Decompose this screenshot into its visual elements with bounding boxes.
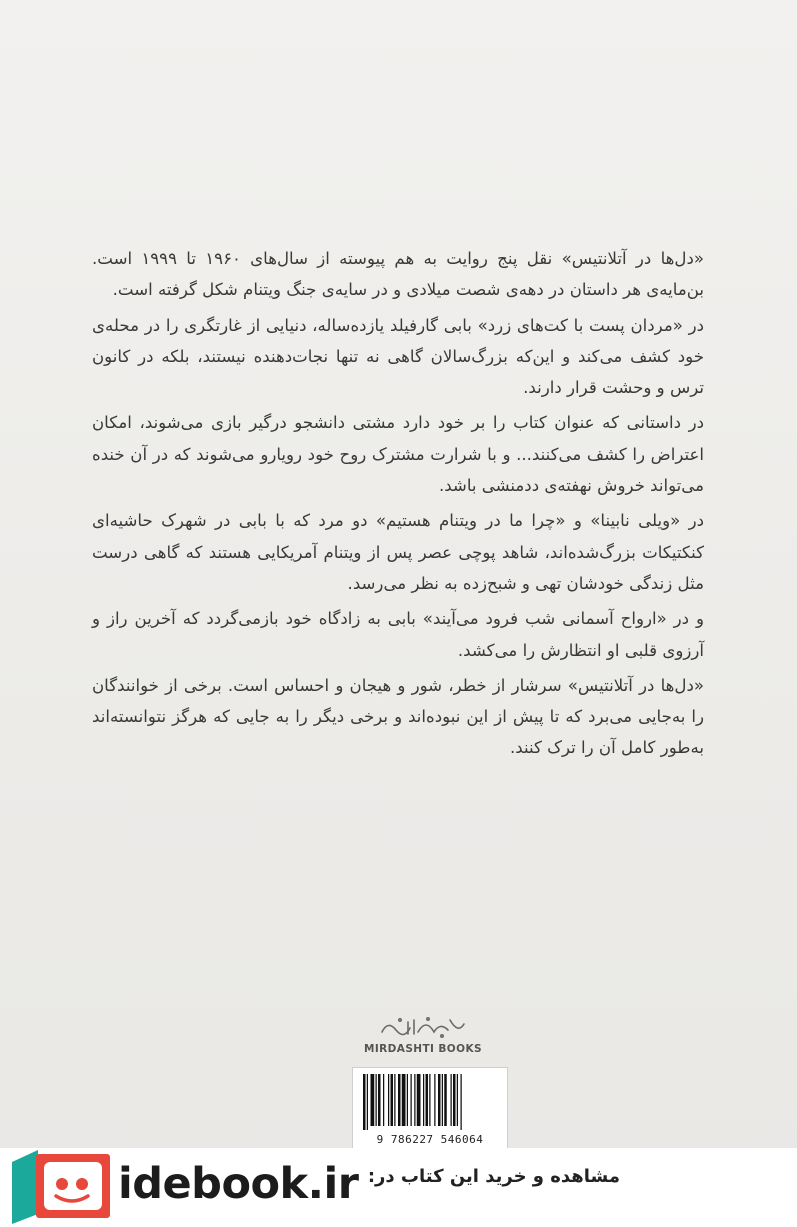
barcode-bar [457, 1074, 458, 1126]
blurb-paragraph: در «ویلی نابینا» و «چرا ما در ویتنام هستیم» دو مرد که با بابی در شهرک حاشیه‌ای کنکتیکات بزرگ‌شده‌اند، شاهد پوچی عصر پس از ویتنام آمریکایی هستند که گاهی درست مثل زندگی خودشان تهی و شبح‌زده به نظر می‌رسد. [92, 511, 704, 593]
barcode-bar [438, 1074, 441, 1126]
isbn-digits: 9 786227 546064 [376, 1133, 484, 1146]
book-icon [6, 1148, 116, 1227]
barcode-bar [426, 1074, 429, 1126]
barcode-bar [367, 1074, 368, 1130]
site-brand[interactable]: idebook.ir [118, 1159, 359, 1209]
barcode-bar [423, 1074, 424, 1126]
blurb-paragraph: در داستانی که عنوان کتاب را بر خود دارد مشتی دانشجو درگیر بازی می‌شوند، امکان اعتراض را کشف می‌کنند... و با شرارت مشترک روح خود رویارو می‌شوند که در آن خنده می‌تواند خروش نهفته‌ی ددمنشی باشد. [92, 413, 704, 496]
barcode-bar [444, 1074, 447, 1126]
blurb-paragraph: در «مردان پست با کت‌های زرد» بابی گارفیلد یازده‌ساله، دنیایی از غارتگری را در محله‌ی خود کشف می‌کند و این‌که بزرگ‌سالان گاهی نه تنها نجات‌دهنده نیستند، بلکه در کانون ترس و وحشت قرار دارند. [92, 315, 704, 398]
blurb-paragraph: «دل‌ها در آتلانتیس» سرشار از خطر، شور و هیجان و احساس است. برخی از خوانندگان را به‌جایی می‌برد که تا پیش از این نبوده‌اند و برخی دیگر را به جایی که هرگز نتوانسته‌اند به‌طور کامل آن را ترک کنند. [92, 675, 704, 758]
barcode-bar [383, 1074, 384, 1126]
barcode-bar [417, 1074, 421, 1126]
barcode-bar [394, 1074, 395, 1126]
publisher-calligraphy-icon [378, 1014, 468, 1040]
purchase-cta: مشاهده و خرید این کتاب در: [367, 1166, 620, 1187]
barcode-bar [376, 1074, 377, 1126]
barcode-bar [434, 1074, 435, 1126]
isbn-barcode [352, 1067, 508, 1153]
barcode-bar [414, 1074, 415, 1126]
barcode-bar [378, 1074, 381, 1126]
barcode-bar [398, 1074, 401, 1126]
blurb-paragraph: و در «ارواح آسمانی شب فرود می‌آیند» بابی به زادگاه خود بازمی‌گردد که آخرین راز و آرزوی قلبی او انتظارش را می‌کشد. [92, 609, 704, 660]
barcode-bar [451, 1074, 452, 1126]
barcode-bar [363, 1074, 366, 1130]
publisher-logo [358, 1014, 488, 1062]
barcode-bar [429, 1074, 430, 1126]
blurb-paragraph: «دل‌ها در آتلانتیس» نقل پنج روایت به هم پیوسته از سال‌های ۱۹۶۰ تا ۱۹۹۹ است. بن‌مایه‌ی هر داستان در دهه‌ی شصت میلادی و در سایه‌ی جنگ ویتنام شکل گرفته است. [92, 249, 704, 300]
barcode-bar [407, 1074, 408, 1126]
barcode-bar [411, 1074, 412, 1126]
footer-banner [0, 1148, 797, 1227]
barcode-bar [442, 1074, 443, 1126]
barcode-bar [453, 1074, 456, 1126]
barcode-bar [371, 1074, 375, 1126]
publisher-name: MIRDASHTI BOOKS [364, 1043, 482, 1055]
barcode-bar [402, 1074, 406, 1126]
blurb-text [92, 243, 704, 764]
barcode-bar [461, 1074, 462, 1130]
barcode-bar [388, 1074, 389, 1126]
barcode-bars [361, 1074, 501, 1130]
barcode-bar [391, 1074, 394, 1126]
